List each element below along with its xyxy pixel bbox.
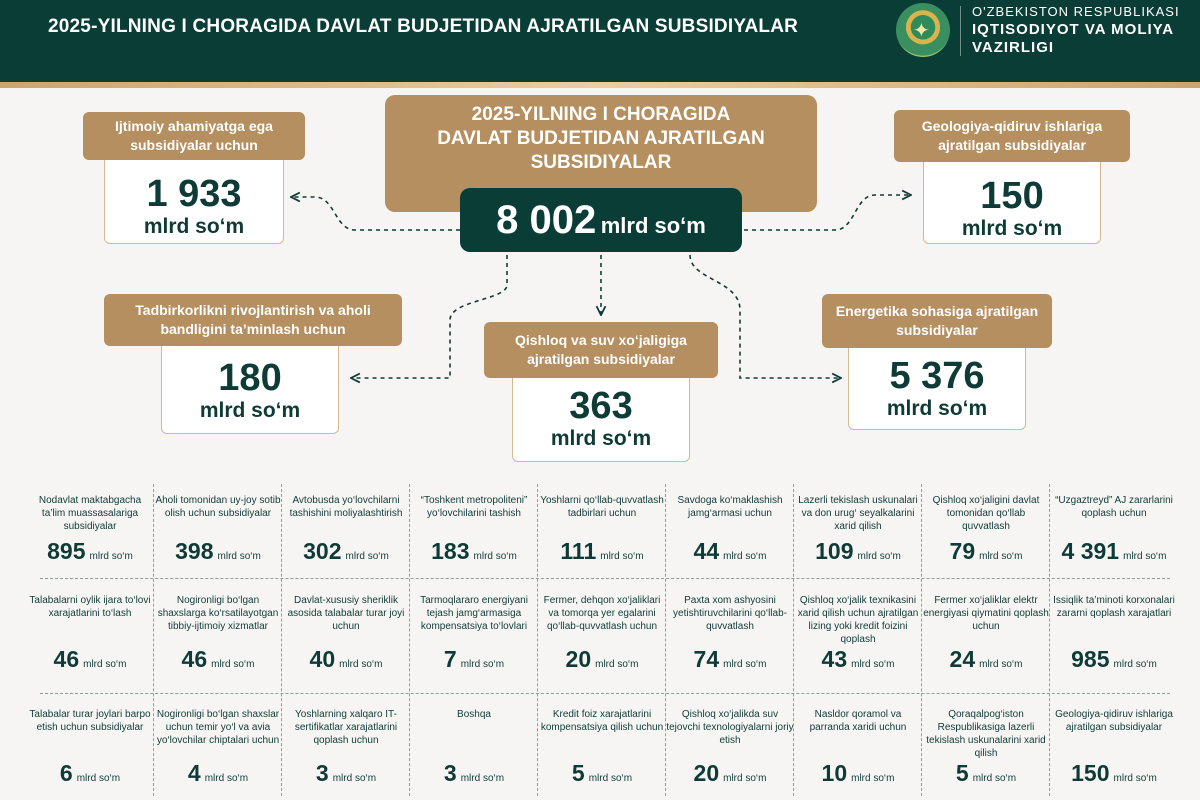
detail-item-value: 43	[821, 646, 848, 672]
detail-item-label: Aholi tomonidan uy-joy sotib olish uchun subsidiyalar	[155, 495, 281, 519]
detail-item-value: 895	[47, 538, 86, 564]
detail-item-value-line	[282, 760, 410, 787]
detail-item-unit: mlrd so‘m	[89, 551, 133, 562]
detail-item-value: 10	[821, 760, 848, 786]
detail-item	[922, 594, 1050, 672]
detail-item-value: 302	[303, 538, 342, 564]
detail-item-unit: mlrd so‘m	[76, 773, 121, 784]
detail-item-value: 74	[693, 646, 720, 672]
detail-item-value-line	[794, 538, 922, 565]
total-amount-box	[460, 188, 742, 252]
detail-item-label: Qishloq xo‘jalik texnikasini xarid qilish uchun ajratilgan lizing yoki kredit foizini qoplash	[797, 595, 919, 645]
category-energy-label: Energetika sohasiga ajratilgan subsidiyalar	[822, 294, 1052, 348]
page-title: 2025-YILNING I CHORAGIDA DAVLAT BUDJETIDAN AJRATILGAN SUBSIDIYALAR	[48, 16, 799, 37]
detail-item-unit: mlrd so‘m	[600, 551, 644, 562]
category-energy-value: 5 376	[889, 355, 985, 397]
detail-item-value-line	[666, 646, 794, 673]
detail-item-label: “Toshkent metropoliteni” yo‘lovchilarini tashish	[420, 495, 528, 519]
detail-item-value-line	[26, 538, 154, 565]
detail-item-value-line	[666, 538, 794, 565]
category-energy-unit: mlrd so‘m	[886, 397, 988, 420]
detail-item-unit: mlrd so‘m	[332, 773, 377, 784]
detail-item-unit: mlrd so‘m	[972, 773, 1017, 784]
category-social-label: Ijtimoiy ahamiyatga ega subsidiyalar uchun	[83, 112, 305, 160]
category-social-box	[104, 150, 284, 244]
detail-item	[410, 594, 538, 672]
detail-item-value: 79	[949, 538, 976, 564]
detail-item-value: 46	[181, 646, 208, 672]
detail-item-unit: mlrd so‘m	[83, 659, 127, 670]
detail-item-unit: mlrd so‘m	[217, 551, 261, 562]
detail-item-value-line	[794, 760, 922, 787]
detail-item-value: 3	[443, 760, 457, 786]
category-business-unit: mlrd so‘m	[199, 399, 301, 422]
total-unit: mlrd so‘m	[600, 213, 706, 238]
detail-item-value-line	[410, 538, 538, 565]
detail-item-value: 40	[309, 646, 336, 672]
detail-item-label: Nasldor qoramol va parranda xaridi uchun	[809, 709, 907, 733]
center-title-line-1: 2025-YILNING I CHORAGIDA	[471, 104, 731, 125]
detail-item-value-line	[666, 760, 794, 787]
category-business-box	[161, 334, 339, 434]
detail-item-label: Fermer, dehqon xo‘jaliklari va tomorqa yer egalarini qo‘llab-quvvatlash uchun	[543, 595, 661, 632]
detail-item-unit: mlrd so‘m	[460, 659, 505, 670]
detail-item	[1050, 708, 1178, 786]
detail-item-value-line	[1050, 646, 1178, 673]
column-separator	[153, 484, 154, 796]
detail-item-value: 3	[315, 760, 329, 786]
detail-item-value-line	[282, 538, 410, 565]
center-title-line-3: SUBSIDIYALAR	[530, 152, 672, 173]
category-geology-value: 150	[980, 175, 1044, 217]
detail-item-label: “Uzgaztreyd” AJ zararlarini qoplash uchun	[1055, 495, 1173, 519]
detail-item	[154, 594, 282, 672]
detail-item-unit: mlrd so‘m	[1123, 551, 1167, 562]
detail-item	[1050, 494, 1178, 564]
detail-item	[922, 708, 1050, 786]
detail-item-unit: mlrd so‘m	[460, 773, 505, 784]
detail-item-value-line	[922, 538, 1050, 565]
detail-item-label: Boshqa	[457, 709, 491, 720]
detail-item-label: Qishloq xo‘jalikda suv tejovchi texnologiyalarni joriy etish	[666, 709, 794, 746]
detail-item-value-line	[282, 646, 410, 673]
column-separator	[537, 484, 538, 796]
detail-item	[410, 494, 538, 564]
detail-item-unit: mlrd so‘m	[851, 659, 895, 670]
detail-item-label: Kredit foiz xarajatlarini kompensatsiya qilish uchun	[540, 709, 664, 733]
detail-item-value-line	[410, 760, 538, 787]
detail-item-label: Nogironligi bo‘lgan shaxslarga ko‘rsatilayotgan tibbiy-ijtimoiy xizmatlar	[157, 595, 279, 632]
detail-item-label: Avtobusda yo‘lovchilarni tashishini moliyalashtirish	[289, 495, 403, 519]
detail-item-value-line	[26, 646, 154, 673]
detail-item	[538, 594, 666, 672]
detail-item-value: 6	[59, 760, 73, 786]
detail-item-label: Talabalarni oylik ijara to‘lovi xarajatlarini to‘lash	[29, 595, 151, 619]
detail-item-unit: mlrd so‘m	[1113, 773, 1157, 784]
category-agriculture-value: 363	[569, 385, 633, 427]
detail-item-value-line	[538, 538, 666, 565]
detail-item-value-line	[922, 646, 1050, 673]
column-separator	[1049, 484, 1050, 796]
detail-item-unit: mlrd so‘m	[723, 659, 767, 670]
detail-item	[26, 494, 154, 564]
detail-item	[666, 594, 794, 672]
ministry-line-2: IQTISODIYOT VA MOLIYA	[972, 21, 1175, 38]
detail-item-label: Qishloq xo‘jaligini davlat tomonidan qo‘llab quvvatlash	[932, 495, 1040, 532]
detail-item-label: Issiqlik ta’minoti korxonalari zararni qoplash xarajatlari	[1053, 595, 1175, 619]
detail-item-value-line	[410, 646, 538, 673]
detail-item-value-line	[154, 538, 282, 565]
detail-item-label: Yoshlarni qo‘llab-quvvatlash tadbirlari uchun	[540, 495, 664, 519]
detail-item	[26, 594, 154, 672]
column-separator	[409, 484, 410, 796]
detail-item-unit: mlrd so‘m	[204, 773, 249, 784]
detail-item	[538, 494, 666, 564]
detail-item-unit: mlrd so‘m	[345, 551, 389, 562]
detail-item	[1050, 594, 1178, 672]
column-separator	[793, 484, 794, 796]
detail-item-unit: mlrd so‘m	[588, 773, 633, 784]
detail-item-value-line	[154, 646, 282, 673]
detail-item-label: Davlat-xususiy sheriklik asosida talabalar turar joyi uchun	[287, 595, 405, 632]
detail-item-value: 46	[53, 646, 80, 672]
column-separator	[281, 484, 282, 796]
detail-item-label: Nodavlat maktabgacha ta’lim muassasalariga subsidiyalar	[38, 495, 142, 532]
detail-item-value-line	[538, 646, 666, 673]
detail-item	[282, 594, 410, 672]
row-separator	[40, 693, 1170, 694]
detail-item-unit: mlrd so‘m	[723, 551, 767, 562]
detail-item-label: Nogironligi bo‘lgan shaxslar uchun temir yo‘l va avia yo‘lovchilar chiptalari uchun	[156, 709, 280, 746]
detail-item-value: 985	[1071, 646, 1110, 672]
detail-item-label: Paxta xom ashyosini yetishtiruvchilarini qo‘llab-quvvatlash	[673, 595, 787, 632]
column-separator	[665, 484, 666, 796]
detail-item	[538, 708, 666, 786]
detail-item	[794, 594, 922, 672]
detail-item	[410, 708, 538, 786]
detail-item-unit: mlrd so‘m	[851, 773, 895, 784]
detail-item-value-line	[922, 760, 1050, 787]
detail-item-value: 44	[693, 538, 720, 564]
row-separator	[40, 578, 1170, 579]
ministry-line-1: O'ZBEKISTON RESPUBLIKASI	[972, 4, 1180, 19]
detail-item-value: 150	[1071, 760, 1110, 786]
detail-item-value-line	[538, 760, 666, 787]
detail-item-value: 5	[571, 760, 585, 786]
category-geology-unit: mlrd so‘m	[961, 217, 1063, 240]
category-geology-box	[923, 150, 1101, 244]
detail-item-value: 4 391	[1061, 538, 1120, 564]
detail-item-unit: mlrd so‘m	[595, 659, 639, 670]
detail-item	[26, 708, 154, 786]
detail-item-value: 183	[431, 538, 470, 564]
detail-item	[794, 708, 922, 786]
detail-item	[922, 494, 1050, 564]
emblem-star-icon: ✦	[913, 20, 930, 42]
detail-item-unit: mlrd so‘m	[1113, 659, 1157, 670]
detail-item	[794, 494, 922, 564]
detail-item	[282, 708, 410, 786]
category-social-value: 1 933	[146, 173, 242, 215]
detail-item	[154, 494, 282, 564]
detail-item-value: 5	[955, 760, 969, 786]
column-separator	[921, 484, 922, 796]
detail-item-label: Tarmoqlararo energiyani tejash jamg‘armasiga kompensatsiya to‘lovlari	[420, 595, 528, 632]
detail-item-label: Talabalar turar joylari barpo etish uchun subsidiyalar	[29, 709, 151, 733]
detail-item-value-line	[1050, 538, 1178, 565]
detail-item-value: 4	[187, 760, 201, 786]
center-title-line-2: DAVLAT BUDJETIDAN AJRATILGAN	[437, 128, 765, 149]
detail-item-value: 20	[565, 646, 592, 672]
detail-item-value: 109	[815, 538, 854, 564]
detail-item-unit: mlrd so‘m	[979, 659, 1023, 670]
total-amount: 8 002	[496, 198, 597, 242]
detail-item-value: 7	[443, 646, 457, 672]
detail-item-value-line	[26, 760, 154, 787]
detail-item-label: Savdoga ko‘maklashish jamg‘armasi uchun	[677, 495, 783, 519]
category-social-unit: mlrd so‘m	[143, 215, 245, 238]
detail-item-value: 111	[560, 538, 597, 564]
detail-item-unit: mlrd so‘m	[473, 551, 517, 562]
detail-item-unit: mlrd so‘m	[339, 659, 383, 670]
detail-item	[154, 708, 282, 786]
detail-item-value: 20	[693, 760, 720, 786]
detail-item-value-line	[154, 760, 282, 787]
detail-item-value: 398	[175, 538, 214, 564]
ministry-line-3: VAZIRLIGI	[972, 39, 1055, 56]
detail-item	[666, 494, 794, 564]
category-agriculture-label: Qishloq va suv xo‘jaligiga ajratilgan subsidiyalar	[484, 322, 718, 378]
detail-item-label: Qoraqalpog‘iston Respublikasiga lazerli tekislash uskunalarini xarid qilish	[926, 709, 1046, 759]
detail-item	[666, 708, 794, 786]
detail-item-value-line	[1050, 760, 1178, 787]
detail-item-label: Yoshlarning xalqaro IT-sertifikatlar xarajatlarini qoplash uchun	[294, 709, 398, 746]
detail-item-unit: mlrd so‘m	[979, 551, 1023, 562]
detail-item-label: Fermer xo‘jaliklar elektr energiyasi qiymatini qoplash uchun	[923, 595, 1049, 632]
category-energy-box	[848, 334, 1026, 430]
detail-item-value: 24	[949, 646, 976, 672]
detail-item	[282, 494, 410, 564]
category-business-value: 180	[218, 357, 282, 399]
category-agriculture-unit: mlrd so‘m	[550, 427, 652, 450]
detail-item-label: Geologiya-qidiruv ishlariga ajratilgan subsidiyalar	[1055, 709, 1173, 733]
detail-item-label: Lazerli tekislash uskunalari va don urug‘ seyalkalarini xarid qilish	[798, 495, 918, 532]
category-business-label: Tadbirkorlikni rivojlantirish va aholi bandligini ta’minlash uchun	[104, 294, 402, 346]
detail-item-unit: mlrd so‘m	[857, 551, 901, 562]
detail-item-unit: mlrd so‘m	[723, 773, 767, 784]
category-geology-label: Geologiya-qidiruv ishlariga ajratilgan subsidiyalar	[894, 110, 1130, 162]
detail-item-value-line	[794, 646, 922, 673]
detail-item-unit: mlrd so‘m	[211, 659, 255, 670]
